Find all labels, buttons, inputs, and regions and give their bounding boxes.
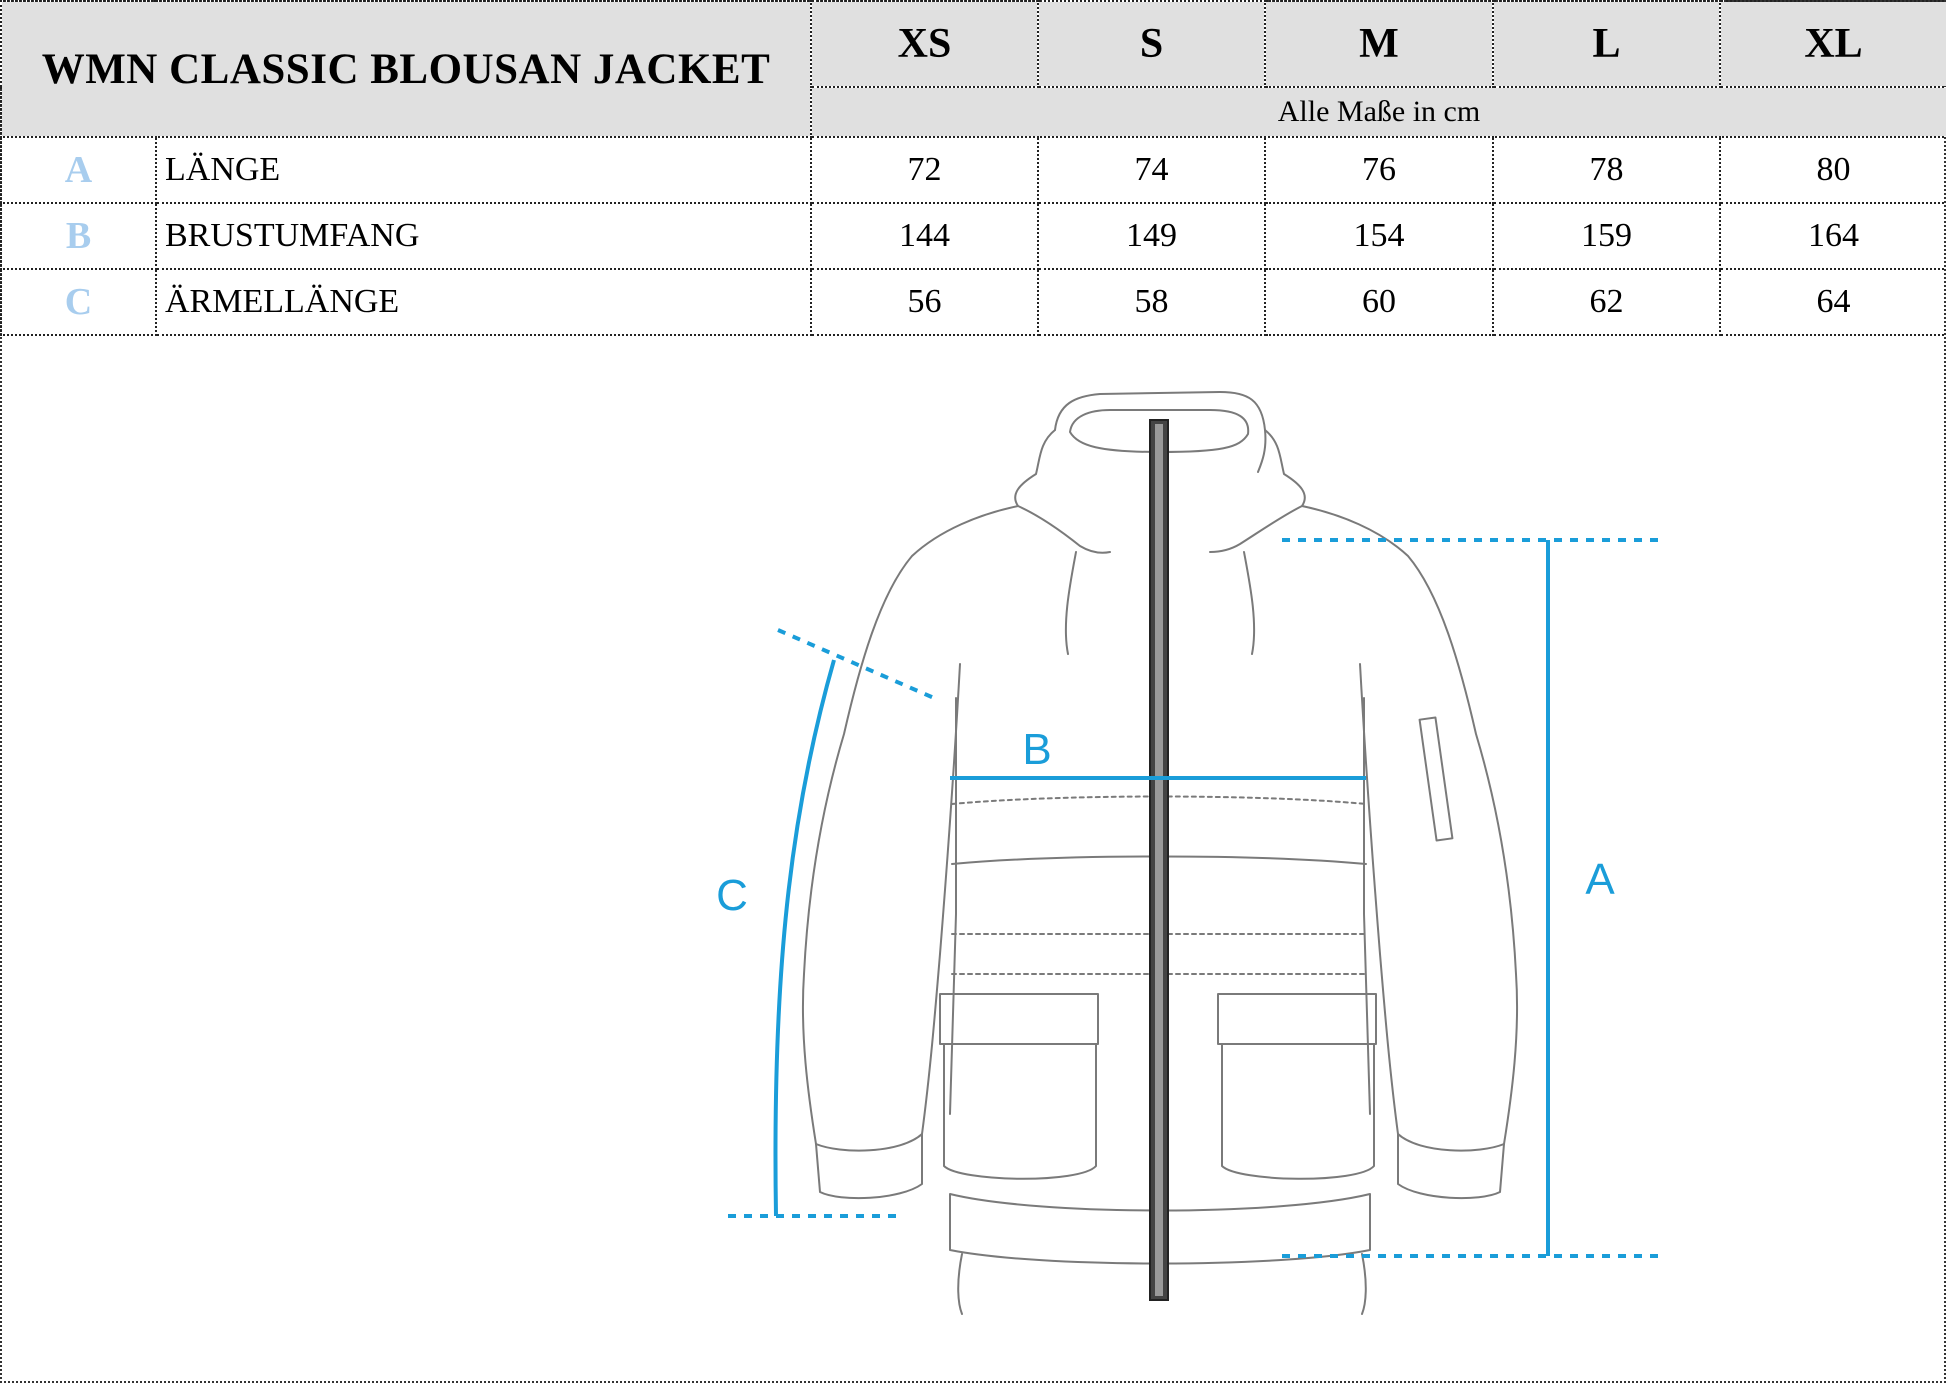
right-pocket-flap (1218, 994, 1376, 1044)
row-value-xl: 80 (1720, 137, 1946, 203)
row-value-m: 154 (1265, 203, 1493, 269)
row-value-l: 78 (1493, 137, 1720, 203)
row-value-m: 76 (1265, 137, 1493, 203)
size-table (0, 0, 1946, 336)
zipper-teeth (1155, 424, 1163, 1296)
row-letter: A (1, 137, 156, 203)
product-title: WMN CLASSIC BLOUSAN JACKET (1, 1, 811, 137)
left-drawcord (1066, 552, 1076, 654)
row-value-xs: 56 (811, 269, 1038, 335)
size-header-l: L (1493, 1, 1720, 87)
measure-c-line (775, 660, 834, 1216)
collar-left (1015, 430, 1110, 553)
row-value-s: 149 (1038, 203, 1265, 269)
right-cuff (1398, 1134, 1504, 1198)
right-pocket (1222, 1044, 1374, 1179)
body-right-side (1364, 698, 1370, 1114)
row-value-xs: 72 (811, 137, 1038, 203)
row-value-xl: 64 (1720, 269, 1946, 335)
row-label: ÄRMELLÄNGE (156, 269, 811, 335)
right-sleeve-inner (1360, 664, 1398, 1134)
table-row-chest (1, 203, 1946, 269)
row-label: BRUSTUMFANG (156, 203, 811, 269)
row-value-l: 62 (1493, 269, 1720, 335)
unit-note: Alle Maße in cm (811, 87, 1946, 137)
size-header-xs: XS (811, 1, 1038, 87)
hem-drawcord-right (1362, 1254, 1366, 1314)
sleeve-pocket (1420, 717, 1453, 840)
left-pocket (944, 1044, 1096, 1179)
row-letter: C (1, 269, 156, 335)
row-value-xl: 164 (1720, 203, 1946, 269)
row-value-m: 60 (1265, 269, 1493, 335)
size-header-m: M (1265, 1, 1493, 87)
right-drawcord (1244, 552, 1254, 654)
measure-b-label: B (1022, 725, 1052, 774)
jacket-measurement-diagram (0, 334, 1946, 1379)
row-value-xs: 144 (811, 203, 1038, 269)
hem-drawcord-left (958, 1254, 962, 1314)
left-sleeve-inner (922, 664, 960, 1134)
row-label: LÄNGE (156, 137, 811, 203)
body-left-side (950, 698, 956, 1114)
row-value-l: 159 (1493, 203, 1720, 269)
measure-a-label: A (1585, 855, 1615, 904)
row-value-s: 74 (1038, 137, 1265, 203)
left-pocket-flap (940, 994, 1098, 1044)
size-header-xl: XL (1720, 1, 1946, 87)
table-row-length (1, 137, 1946, 203)
row-value-s: 58 (1038, 269, 1265, 335)
measurement-lines (728, 540, 1666, 1256)
row-letter: B (1, 203, 156, 269)
left-cuff (816, 1134, 922, 1198)
table-row-sleeve (1, 269, 1946, 335)
zipper (1150, 420, 1168, 1300)
left-sleeve-outer (803, 506, 1018, 1144)
measure-c-label: C (716, 871, 748, 920)
right-sleeve-outer (1302, 506, 1517, 1144)
size-header-s: S (1038, 1, 1265, 87)
